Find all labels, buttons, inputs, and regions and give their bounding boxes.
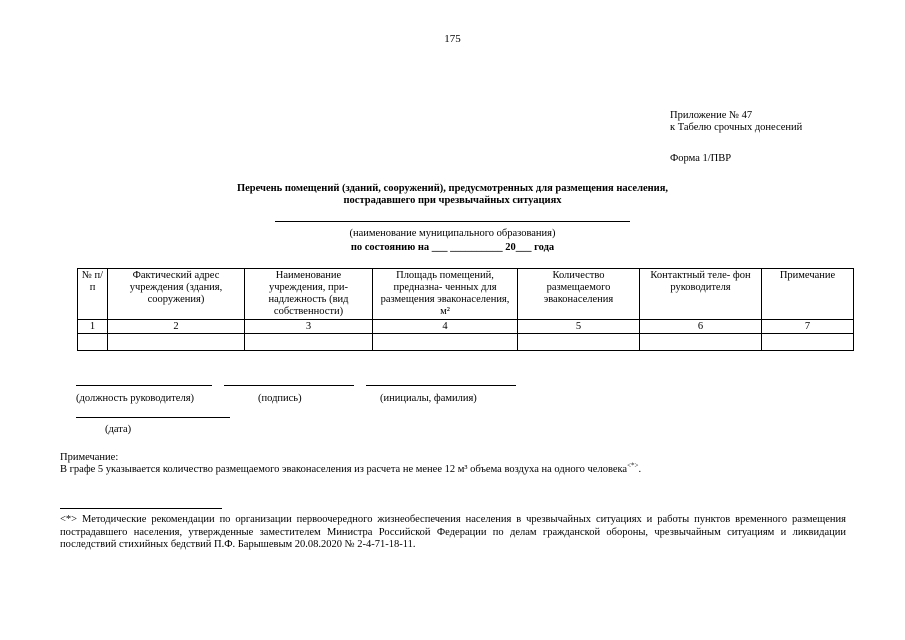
note-body: В графе 5 указывается количество размещаемого эваконаселения из расчета не менее 12 м³ объема воздуха на одного человека (60, 464, 628, 475)
name-signature-line (366, 385, 516, 386)
name-caption: (инициалы, фамилия) (380, 393, 477, 404)
table-cell (518, 334, 640, 351)
column-number: 7 (762, 320, 854, 334)
footnote: <*> Методические рекомендации по организации первоочередного жизнеобеспечения населения в чрезвычайных ситуациях и работы пунктов временного размещения пострадавшего населения, утвержденные заместителем Министра Российской Федерации по делам гражданской обороны, чрезвычайным ситуациям и ликвидации последствий стихийных бедствий П.Ф. Барышевым 20.08.2020 № 2-4-71-18-11. (60, 514, 846, 550)
column-number: 3 (245, 320, 373, 334)
appendix-reference (670, 110, 900, 134)
footnote-marker: <*> (627, 461, 639, 470)
table-cell (640, 334, 762, 351)
column-number: 1 (78, 320, 108, 334)
header-address: Фактический адрес учреждения (здания, сооружения) (108, 269, 245, 320)
header-remarks: Примечание (762, 269, 854, 320)
table-header-row (78, 269, 854, 320)
position-signature-line (76, 385, 212, 386)
table-cell (78, 334, 108, 351)
header-number: № п/п (78, 269, 108, 320)
document-title (60, 183, 845, 207)
note-heading: Примечание: (60, 452, 119, 463)
municipality-caption: (наименование муниципального образования) (349, 228, 556, 239)
date-caption: (дата) (105, 424, 132, 435)
as-of-date: по состоянию на ___ __________ 20___ года (350, 242, 555, 253)
date-signature-line (76, 417, 230, 418)
appendix-line-1: Приложение № 47 (670, 110, 753, 121)
table-cell (373, 334, 518, 351)
table-cell (245, 334, 373, 351)
table-row (78, 334, 854, 351)
column-number: 2 (108, 320, 245, 334)
document-title-line-2: пострадавшего при чрезвычайных ситуациях (343, 195, 562, 206)
premises-table (77, 268, 854, 351)
column-number: 4 (373, 320, 518, 334)
page-number: 175 (444, 33, 461, 45)
municipality-blank-line (275, 221, 630, 222)
appendix-line-2: к Табелю срочных донесений (670, 122, 803, 133)
header-phone: Контактный теле- фон руководителя (640, 269, 762, 320)
table-cell (108, 334, 245, 351)
column-number: 5 (518, 320, 640, 334)
note-end: . (638, 464, 642, 475)
position-caption: (должность руководителя) (76, 393, 195, 404)
note-text (60, 461, 850, 476)
header-evacuees: Количество размещаемого эваконаселения (518, 269, 640, 320)
column-number-row (78, 320, 854, 334)
header-area: Площадь помещений, предназна- ченных для размещения эваконаселения, м² (373, 269, 518, 320)
column-number: 6 (640, 320, 762, 334)
form-code: Форма 1/ПВР (670, 153, 732, 164)
signature-caption: (подпись) (258, 393, 302, 404)
footnote-separator (60, 508, 222, 509)
document-title-line-1: Перечень помещений (зданий, сооружений), предусмотренных для размещения населения, (236, 183, 669, 194)
header-institution: Наименование учреждения, при- надлежность (вид собственности) (245, 269, 373, 320)
signature-line (224, 385, 354, 386)
table-cell (762, 334, 854, 351)
